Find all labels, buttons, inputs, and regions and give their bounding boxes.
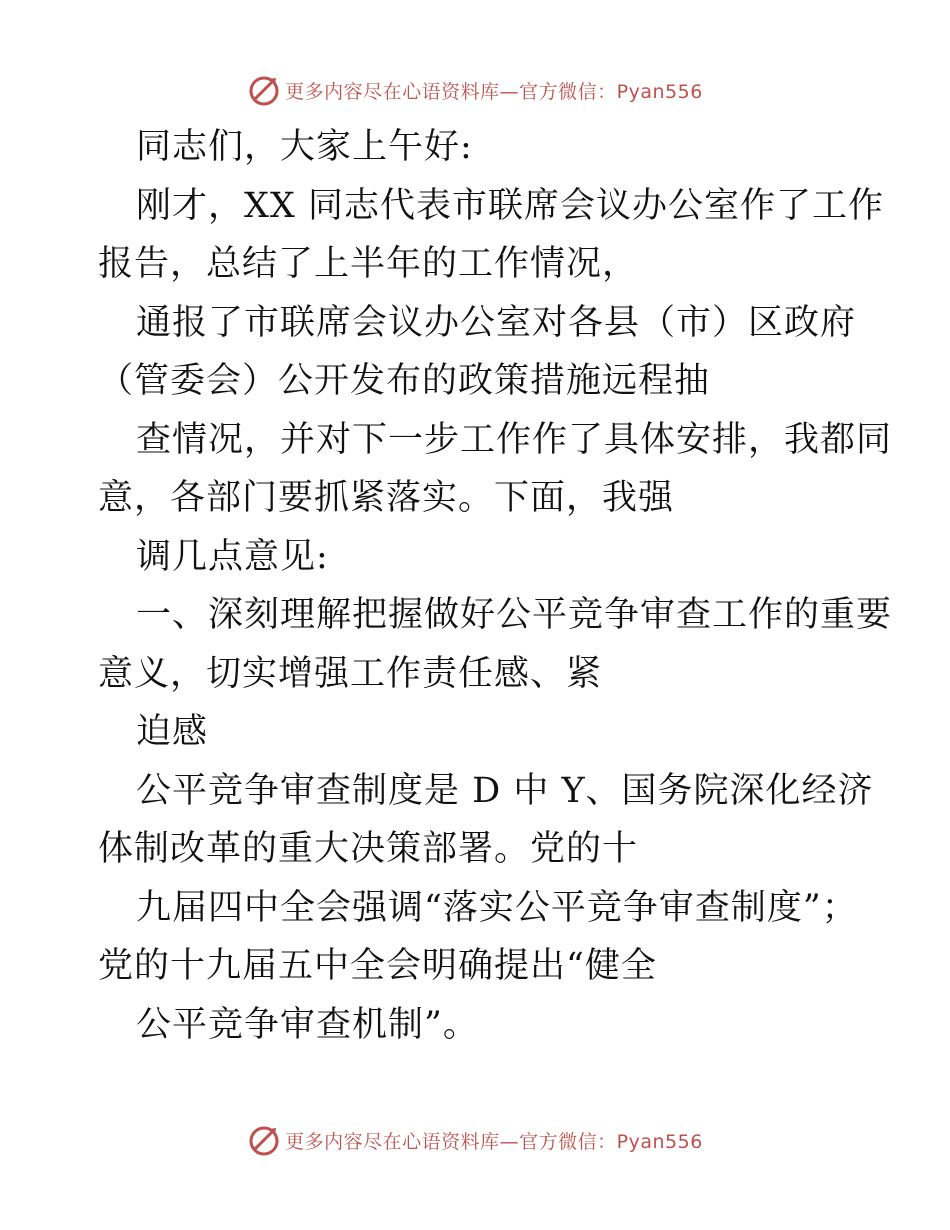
text-line: 意义，切实增强工作责任感、紧 [98, 653, 603, 694]
text-line: 意，各部门要抓紧落实。下面，我强 [98, 478, 675, 518]
text-line: 迫感 [136, 712, 209, 752]
text-line: （管委会）公开发布的政策措施远程抽 [98, 361, 711, 401]
text-line: 一、深刻理解把握做好公平竞争审查工作的重要 [136, 595, 893, 635]
header-watermark [0, 70, 950, 110]
text-line: 报告，总结了上半年的工作情况， [98, 244, 639, 284]
watermark-text: 更多内容尽在心语资料库—官方微信：Pyan556 [285, 80, 703, 103]
text-line: 党的十九届五中全会明确提出“健全 [98, 946, 657, 986]
text-line: 通报了市联席会议办公室对各县（市）区政府 [136, 302, 857, 343]
text-line: 刚才，XX 同志代表市联席会议办公室作了工作 [136, 185, 884, 226]
brand-logo-icon [247, 73, 281, 107]
footer-watermark [0, 1120, 950, 1160]
text-line: 调几点意见: [136, 536, 329, 577]
document-body [98, 118, 893, 1054]
text-line: 公平竞争审查制度是 D 中 Y、国务院深化经济 [136, 770, 874, 811]
text-line: 同志们，大家上午好: [136, 127, 473, 167]
text-line: 公平竞争审查机制”。 [136, 1004, 479, 1045]
text-line: 查情况，并对下一步工作作了具体安排，我都同 [136, 419, 893, 460]
text-line: 体制改革的重大决策部署。党的十 [98, 829, 639, 869]
text-line: 九届四中全会强调“落实公平竞争审查制度”； [136, 887, 858, 928]
watermark-text: 更多内容尽在心语资料库—官方微信：Pyan556 [285, 1130, 703, 1153]
brand-logo-icon [247, 1123, 281, 1157]
